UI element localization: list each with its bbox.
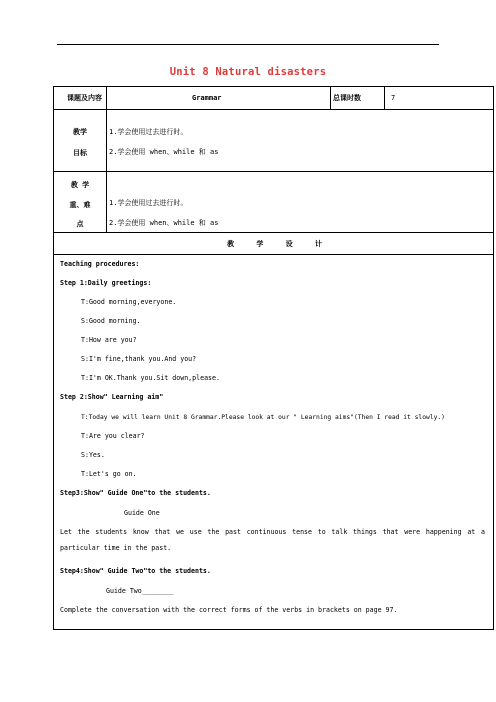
- step-heading: Step3:Show" Guide One"to the students.: [60, 489, 211, 497]
- topic-label: 课题及内容: [67, 94, 102, 102]
- dialog-line: T:Are you clear?: [81, 432, 145, 440]
- key-points-label: 教 学: [70, 181, 90, 189]
- key-point-item: 2.学会使用 when、while 和 as: [109, 219, 219, 227]
- table-row-divider: [54, 254, 493, 255]
- dialog-line: S:I'm fine,thank you.And you?: [81, 355, 197, 363]
- key-points-label: 重、难: [69, 201, 91, 209]
- dialog-line: T:I'm OK.Thank you.Sit down,please.: [81, 374, 220, 382]
- lesson-plan-table: [53, 86, 494, 630]
- hours-value: 7: [391, 94, 396, 102]
- hours-label: 总课时数: [333, 94, 361, 102]
- step-heading: Step 1:Daily greetings:: [60, 279, 152, 287]
- step-heading: Step 2:Show" Learning aim": [60, 393, 164, 401]
- objective-item: 2.学会使用 when、while 和 as: [109, 148, 219, 156]
- table-row-divider: [54, 171, 493, 172]
- dialog-line: T:Let's go on.: [81, 470, 137, 478]
- step-heading: Step4:Show" Guide Two"to the students.: [60, 567, 211, 575]
- dialog-line: T:How are you?: [81, 336, 137, 344]
- step-paragraph: Complete the conversation with the correct forms of the verbs in brackets on page 97.: [60, 606, 398, 614]
- table-row-divider: [54, 232, 493, 233]
- document-title: Unit 8 Natural disasters: [169, 66, 327, 78]
- table-col-divider: [330, 87, 331, 109]
- table-col-divider: [106, 87, 107, 232]
- guide-label: Guide Two________: [106, 587, 174, 595]
- topic-value: Grammar: [192, 94, 222, 102]
- objective-item: 1.学会使用过去进行时。: [109, 128, 188, 136]
- dialog-line: T:Today we will learn Unit 8 Grammar.Please look at our " Learning aims"(Then I read it slowly.): [81, 414, 445, 421]
- guide-label: Guide One: [124, 509, 160, 517]
- key-points-label: 点: [76, 220, 84, 228]
- design-header: 教 学 设 计: [227, 240, 322, 248]
- step-paragraph: Let the students know that we use the past continuous tense to talk things that were happening at a particular time in the past.: [60, 528, 485, 552]
- objectives-label: 教学: [73, 128, 87, 136]
- table-row-divider: [54, 109, 493, 110]
- table-col-divider: [384, 87, 385, 109]
- procedures-heading: Teaching procedures:: [60, 260, 140, 268]
- key-point-item: 1.学会使用过去进行时。: [109, 199, 188, 207]
- dialog-line: S:Good morning.: [81, 317, 141, 325]
- objectives-label: 目标: [73, 149, 87, 157]
- dialog-line: T:Good morning,everyone.: [81, 298, 177, 306]
- dialog-line: S:Yes.: [81, 451, 105, 459]
- header-rule: [57, 44, 439, 45]
